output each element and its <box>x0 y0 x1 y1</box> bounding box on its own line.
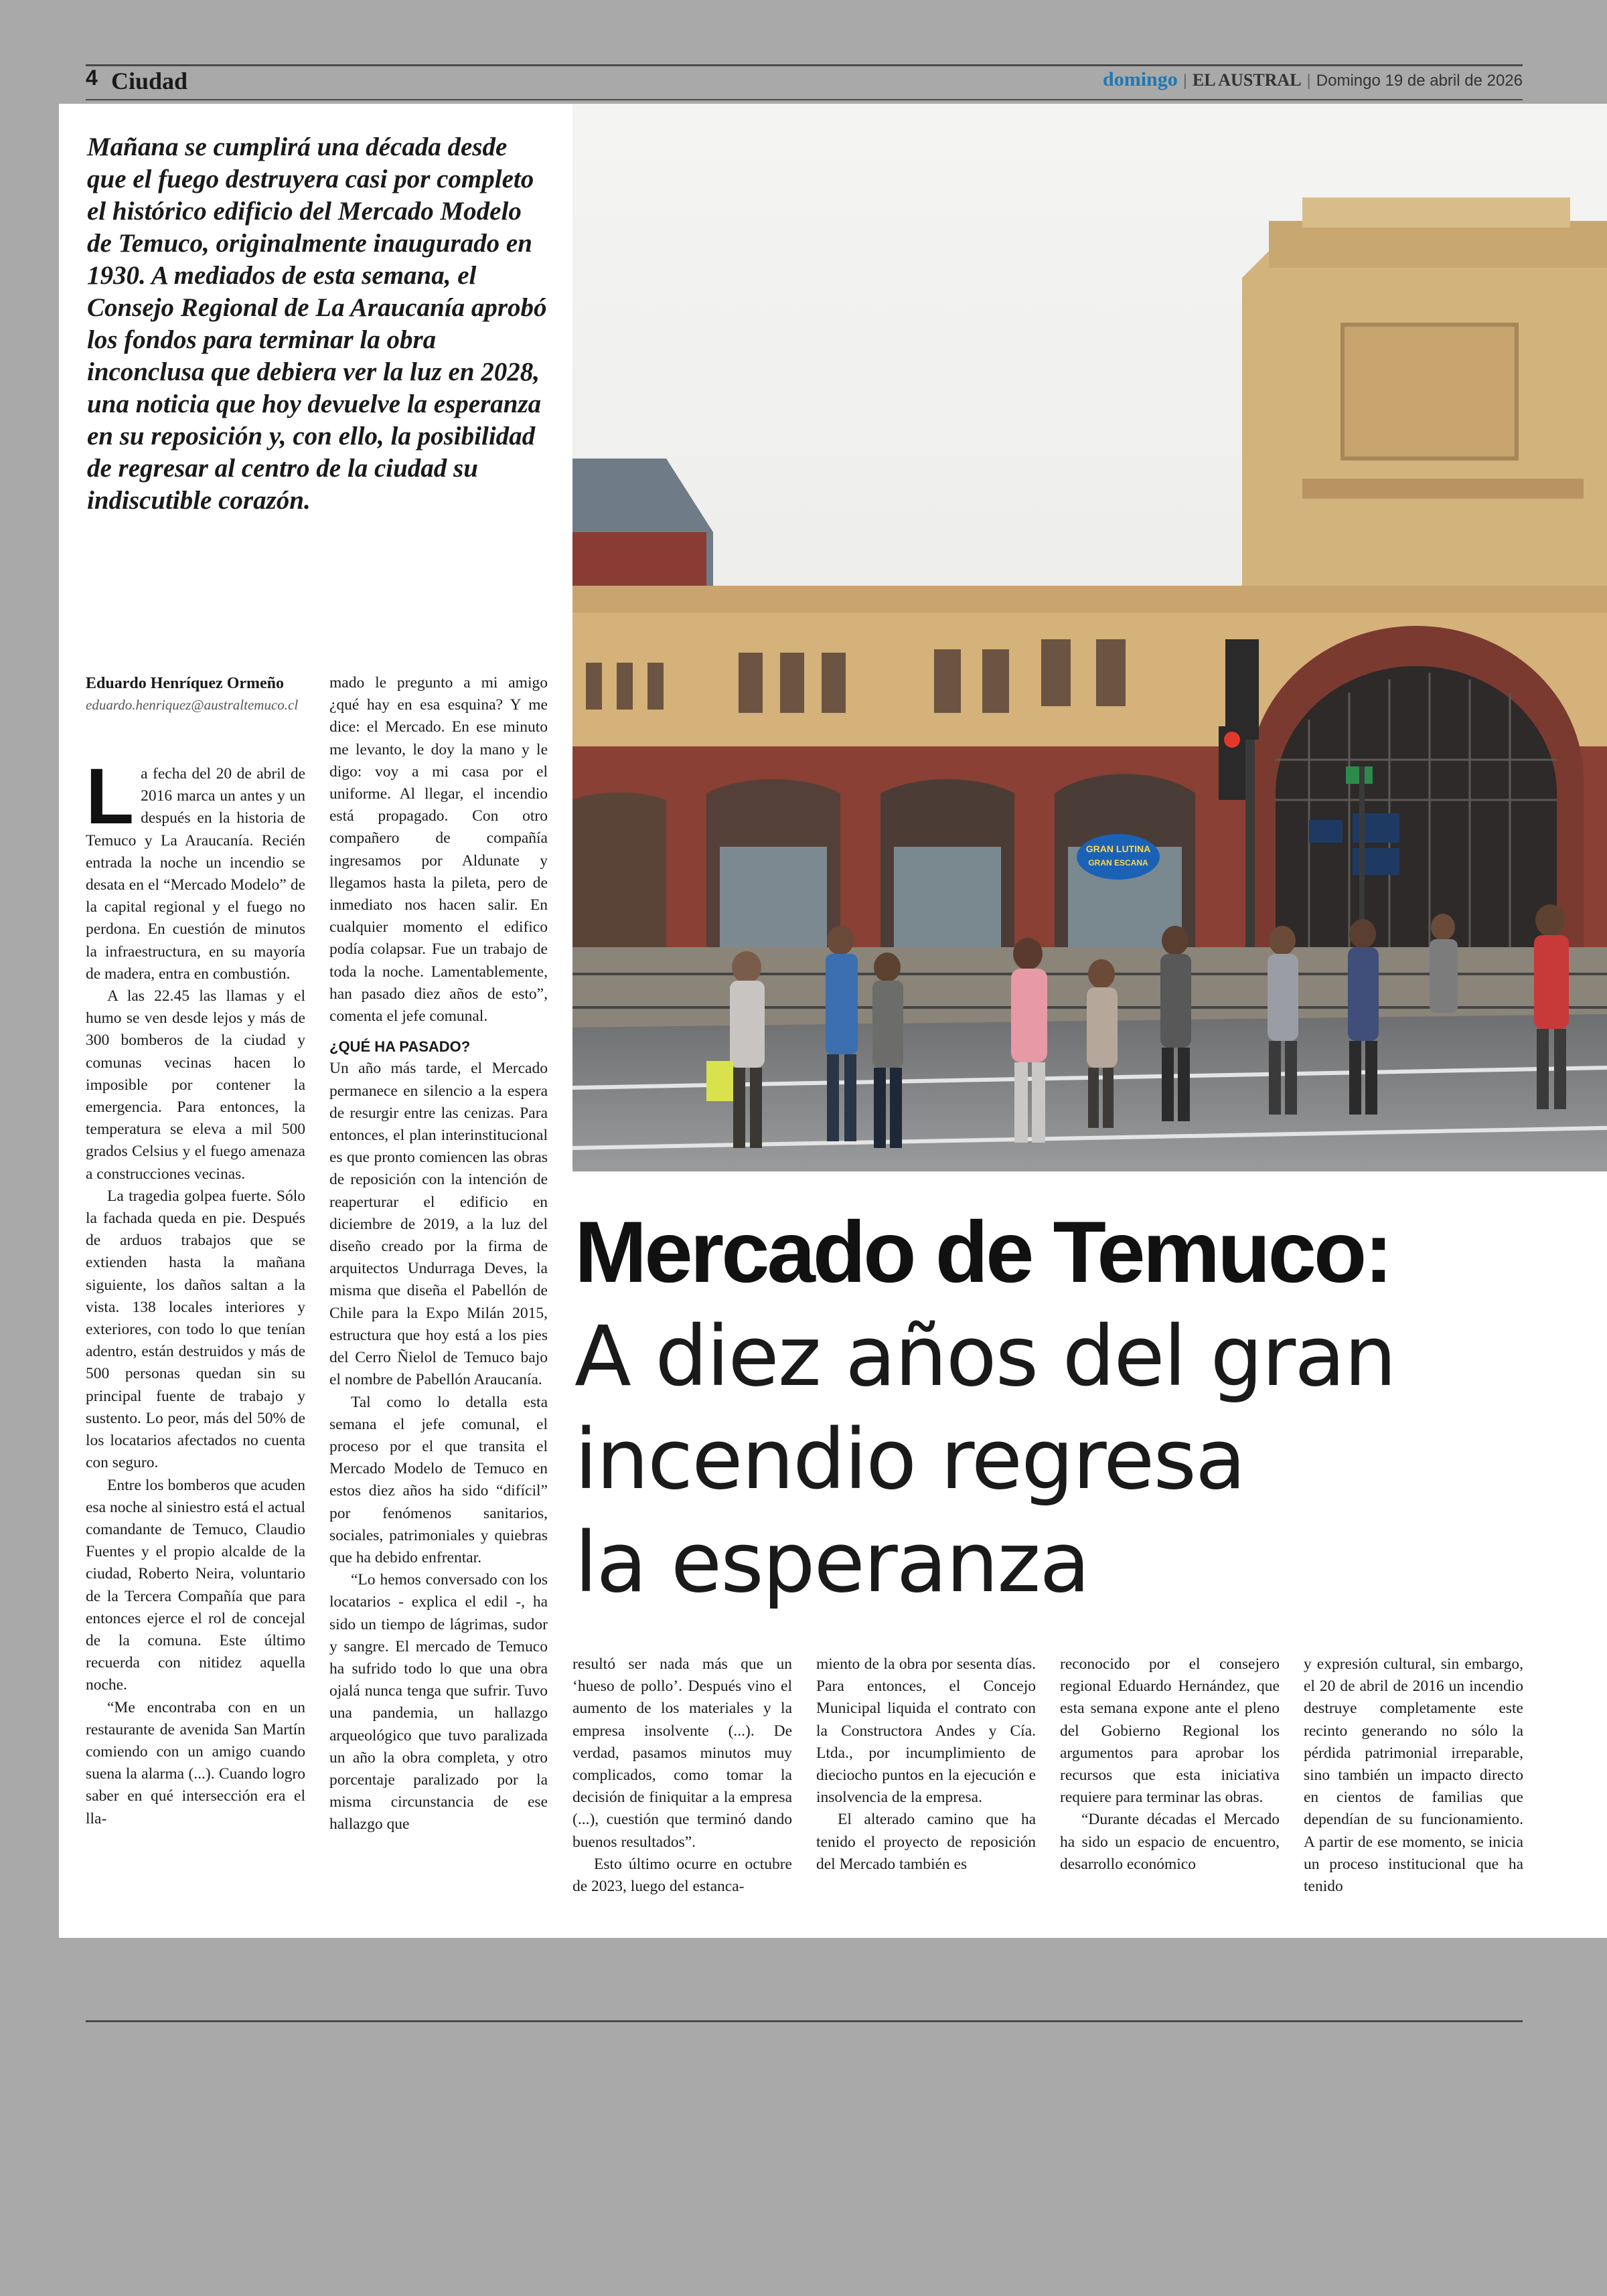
body-paragraph: El alterado camino que ha tenido el proyecto de reposición del Mercado también es <box>816 1811 1036 1873</box>
author-name: Eduardo Henríquez Ormeño <box>86 675 285 692</box>
page-number: 4 <box>86 66 98 90</box>
body-paragraph: reconocido por el consejero regional Eduardo Hernández, que esta semana expone ante el pleno del Gobierno Regional los argumentos para aprobar los recursos que esta iniciativa requiere para terminar las obras. <box>1060 1655 1280 1807</box>
body-paragraph: “Lo hemos conversado con los locatarios - explica el edil -, ha sido un tiempo de lágrimas, sudor y sangre. El mercado de Temuco ha sufrido todo lo que una obra ojalá nunca tenga que sufrir. Tuvo una pandemia, un hallazgo arqueológico que tuvo paralizada un año la obra completa, y otro porcentaje paralizado por la misma circunstancia de ese hallazgo que <box>329 1571 548 1833</box>
body-paragraph <box>86 752 305 985</box>
body-column-4 <box>816 1653 1036 1876</box>
body-column-2 <box>329 672 548 1836</box>
body-paragraph: mado le pregunto a mi amigo ¿qué hay en esa esquina? Y me dice: el Mercado. En ese minuto me levanto, le doy la mano y le digo: voy a mi casa por el uniforme. Al llegar, el incendio está propagado. Con otro compañero de compañía ingresamos por Aldunate y llegamos hasta la pileta, pero de inmediato nos hacen salir. En cualquier momento el edifico podía colapsar. Fue un trabajo de toda la noche. Lamentablemente, han pasado diez años de esto”, comenta el jefe comunal. <box>329 674 548 1026</box>
header-bottom-rule <box>86 99 1523 100</box>
article-lead: Mañana se cumplirá una década desde que el fuego destruyera casi por completo el histórico edificio del Mercado Modelo de Temuco, originalmente inaugurado en 1930. A mediados de esta semana, el Consejo Regional de La Araucanía aprobó los fondos para terminar la obra inconclusa que debiera ver la luz en 2028, una noticia que hoy devuelve la esperanza en su reposición y, con ello, la posibilidad de regresar al centro de la ciudad su indiscutible corazón. <box>87 133 547 515</box>
masthead-info <box>1103 68 1523 91</box>
body-paragraph: A las 22.45 las llamas y el humo se ven desde lejos y más de 300 bomberos de la ciudad y comunas vecinas hacen lo imposible por contener la emergencia. Para entonces, la temperatura se eleva a mil 500 grados Celsius y el fuego amenaza a construcciones vecinas. <box>86 987 305 1183</box>
newspaper-name: EL AUSTRAL <box>1192 70 1302 90</box>
body-paragraph: Esto último ocurre en octubre de 2023, luego del estanca- <box>572 1855 792 1896</box>
shop-sign-line1: GRAN LUTINA <box>1085 843 1151 854</box>
byline <box>86 675 313 714</box>
article-photo <box>572 104 1607 1171</box>
headline-sub <box>575 1305 1545 1615</box>
headline-sub-line: la esperanza <box>575 1515 1089 1611</box>
section-name: Ciudad <box>111 68 188 94</box>
body-paragraph: Un año más tarde, el Mercado permanece en silencio a la espera de resurgir entre las cenizas. Para entonces, el plan interinstitucional es que pronto comiencen las obras de reposición con la intención de reaperturar el edificio en diciembre de 2019, a la luz del diseño creado por la firma de arquitectos Undurraga Deves, la misma que diseña el Pabellón de Chile para la Expo Milán 2015, estructura que hoy está a los pies del Cerro Ñielol de Temuco bajo el nombre de Pabellón Araucanía. <box>329 1060 548 1389</box>
shop-sign-line2: GRAN ESCANA <box>1088 858 1148 868</box>
body-column-5 <box>1060 1653 1280 1876</box>
drop-cap: L <box>86 752 135 841</box>
headline-main: Mercado de Temuco: <box>575 1203 1391 1301</box>
body-paragraph: y expresión cultural, sin embargo, el 20 de abril de 2016 un incendio destruye completamente este recinto generando no sólo la pérdida patrimonial irreparable, sino también un impacto directo en cientos de familias que dependían de su funcionamiento. A partir de ese momento, se inicia un proceso institucional que ha tenido <box>1304 1655 1523 1896</box>
body-paragraph: La tragedia golpea fuerte. Sólo la fachada queda en pie. Después de arduos trabajos que se extienden hasta la mañana siguiente, los daños saltan a la vista. 138 locales interiores y exteriores, con todo lo que tenían adentro, están destruidos y más de 500 personas quedan sin su principal fuente de trabajo y sustento. Lo peor, más del 50% de los locatarios afectados no cuenta con seguro. <box>86 1187 305 1472</box>
paragraph-text: a fecha del 20 de abril de 2016 marca un antes y un después en la historia de Temuco y La Araucanía. Recién entrada la noche un incendio se desata en el “Mercado Modelo” de la capital regional y el fuego no perdona. En cuestión de minutos la infraestructura, en su mayoría de madera, entra en combustión. <box>86 765 305 983</box>
body-paragraph: “Durante décadas el Mercado ha sido un espacio de encuentro, desarrollo económico <box>1060 1811 1280 1873</box>
edition-name: domingo <box>1103 68 1178 90</box>
separator: | <box>1182 72 1187 90</box>
separator: | <box>1306 72 1311 90</box>
body-paragraph: “Me encontraba con en un restaurante de avenida San Martín comiendo con un amigo cuando suena la alarma (...). Cuando logro saber en qué intersección era el lla- <box>86 1698 305 1827</box>
body-column-6 <box>1304 1653 1523 1898</box>
body-column-3 <box>572 1653 792 1898</box>
body-paragraph: Tal como lo detalla esta semana el jefe comunal, el proceso por el que transita el Mercado Modelo de Temuco en estos diez años ha sido “difícil” por fenómenos sanitarios, sociales, patrimoniales y quiebras que ha debido enfrentar. <box>329 1393 548 1566</box>
subheading: ¿QUÉ HA PASADO? <box>329 1038 471 1056</box>
headline-sub-line: A diez años del gran <box>575 1309 1395 1405</box>
footer-rule <box>86 2020 1523 2022</box>
author-email[interactable]: eduardo.henriquez@australtemuco.cl <box>86 697 299 713</box>
market-building-photo <box>572 104 1607 1171</box>
body-paragraph: resultó ser nada más que un ‘hueso de pollo’. Después vino el aumento de los materiales y la empresa insolvente (...). De verdad, pasamos minutos muy complicados, como tomar la decisión de finiquitar a la empresa (...), cuestión que terminó dando buenos resultados”. <box>572 1655 792 1851</box>
issue-date: Domingo 19 de abril de 2026 <box>1316 72 1523 90</box>
headline-sub-line: incendio regresa <box>575 1412 1245 1508</box>
body-column-1 <box>86 752 305 1830</box>
body-paragraph: Entre los bomberos que acuden esa noche al siniestro está el actual comandante de Temuco, Claudio Fuentes y el propio alcalde de la ciudad, Roberto Neira, voluntario de la Tercera Compañía que para entonces ejerce el rol de concejal de la comuna. Este último recuerda con nitidez aquella noche. <box>86 1476 305 1694</box>
body-paragraph: miento de la obra por sesenta días. Para entonces, el Concejo Municipal liquida el contrato con la Constructora Andes y Cía. Ltda., por incumplimiento de dieciocho puntos en la ejecución e insolvencia de la empresa. <box>816 1655 1036 1807</box>
page-header <box>86 62 1523 100</box>
